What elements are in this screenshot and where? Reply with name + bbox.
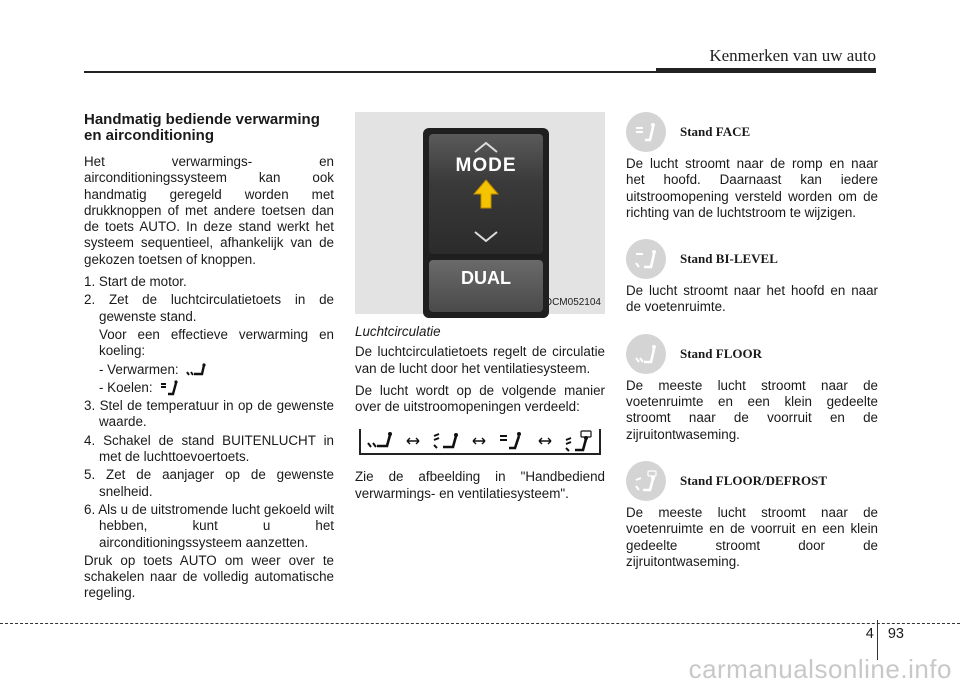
running-header: Kenmerken van uw auto bbox=[709, 46, 876, 65]
mode-floor bbox=[626, 334, 878, 443]
mode-button-illustration bbox=[429, 134, 543, 254]
mode-floor-head bbox=[626, 334, 878, 374]
column-manual-operation bbox=[84, 112, 334, 608]
watermark: carmanualsonline.info bbox=[688, 654, 952, 684]
header-rule bbox=[84, 71, 876, 73]
mode-face-head bbox=[626, 112, 878, 152]
floor-mode-icon bbox=[626, 334, 666, 374]
step-2-note: Voor een effectieve verwarming en koeling: bbox=[99, 326, 334, 359]
step-2-cool bbox=[84, 380, 334, 396]
mode-floor-defrost bbox=[626, 461, 878, 570]
mode-bilevel bbox=[626, 239, 878, 316]
cool-label: - Koelen: bbox=[99, 379, 153, 395]
floor-mode-icon bbox=[185, 363, 207, 377]
step-4: 4. Schakel de stand BUITENLUCHT in met de luchttoevoertoets. bbox=[84, 432, 334, 465]
mode-face-text: De lucht stroomt naar de romp en naar het hoofd. Daarnaast kan iedere uitstroomopening versteld worden om de richting van de luchtstroom te wijzigen. bbox=[626, 156, 878, 220]
step-5: 5. Zet de aanjager op de gewenste snelheid. bbox=[84, 467, 334, 499]
control-panel bbox=[423, 128, 549, 318]
page-number bbox=[866, 626, 904, 642]
arrow-up-icon bbox=[472, 178, 500, 210]
step-2: 2. Zet de luchtcirculatietoets in de gewenste stand. bbox=[84, 292, 334, 324]
photo-code: OCM052104 bbox=[544, 296, 601, 308]
figure-caption: Luchtcirculatie bbox=[355, 324, 441, 339]
mode-floor-text: De meeste lucht stroomt naar de voetenruimte en een klein gedeelte stroomt naar de voorruit en de zijruitontwaseming. bbox=[626, 377, 878, 442]
floor-defrost-mode-icon bbox=[626, 461, 666, 501]
mode-bilevel-head bbox=[626, 239, 878, 279]
mode-floor-defrost-title: Stand FLOOR/DEFROST bbox=[680, 472, 828, 488]
control-panel-photo bbox=[355, 112, 605, 314]
mode-bilevel-text: De lucht stroomt naar het hoofd en naar de voetenruimte. bbox=[626, 283, 878, 315]
mode-bilevel-title: Stand BI-LEVEL bbox=[680, 251, 778, 267]
double-arrow-icon bbox=[472, 437, 486, 445]
mode-face bbox=[626, 112, 878, 221]
intro-paragraph: Het verwarmings- en airconditioningssysteem kan ook handmatig geregeld worden met drukknoppen of met andere toetsen dan de toets AUTO. In deze stand werkt het systeem sequentieel, afhankelijk van de gekozen toetsen of knoppen. bbox=[84, 154, 334, 267]
circulation-paragraph-3: Zie de afbeelding in "Handbediend verwarmings- en ventilatiesysteem". bbox=[355, 469, 605, 501]
step-6: 6. Als u de uitstromende lucht gekoeld wilt hebben, kunt u het airconditioningssysteem aanzetten. bbox=[84, 501, 334, 550]
double-arrow-icon bbox=[538, 437, 552, 445]
bilevel-mode-icon bbox=[626, 239, 666, 279]
step-2-heat bbox=[84, 362, 334, 378]
dual-label: DUAL bbox=[461, 268, 511, 288]
footer-rule bbox=[0, 623, 960, 624]
face-mode-icon bbox=[497, 431, 527, 451]
outro-paragraph: Druk op toets AUTO om weer over te schakelen naar de volledig automatische regeling. bbox=[84, 552, 334, 601]
chevron-down-icon bbox=[473, 230, 499, 244]
heat-label: - Verwarmen: bbox=[99, 361, 179, 377]
column-air-circulation bbox=[355, 112, 605, 508]
mode-floor-defrost-head bbox=[626, 461, 878, 501]
floor-defrost-mode-icon bbox=[431, 431, 461, 451]
chapter-number: 4 bbox=[865, 626, 874, 642]
mode-face-title: Stand FACE bbox=[680, 123, 751, 139]
page-number-value: 93 bbox=[887, 626, 904, 642]
face-mode-icon bbox=[626, 112, 666, 152]
mode-cycle-diagram bbox=[359, 429, 601, 455]
mode-label: MODE bbox=[455, 155, 517, 176]
double-arrow-icon bbox=[406, 437, 420, 445]
chevron-up-icon bbox=[473, 140, 499, 154]
mode-floor-title: Stand FLOOR bbox=[680, 345, 762, 361]
step-3: 3. Stel de temperatuur in op de gewenste waarde. bbox=[84, 398, 334, 430]
column-mode-descriptions bbox=[626, 112, 878, 588]
mode-floor-defrost-text: De meeste lucht stroomt naar de voetenruimte en de voorruit en een klein gedeelte stroomt door de zijruitontwaseming. bbox=[626, 504, 878, 569]
floor-mode-icon bbox=[365, 431, 395, 451]
circulation-paragraph-1: De luchtcirculatietoets regelt de circulatie van de lucht door het ventilatiesysteem. bbox=[355, 344, 605, 376]
defrost-mode-icon bbox=[563, 430, 595, 452]
face-mode-icon bbox=[159, 380, 181, 396]
circulation-paragraph-2: De lucht wordt op de volgende manier over de uitstroomopeningen verdeeld: bbox=[355, 382, 605, 415]
section-heading: Handmatig bediende verwarming en airconditioning bbox=[84, 111, 320, 144]
step-1: 1. Start de motor. bbox=[84, 274, 187, 290]
dual-button-illustration bbox=[429, 260, 543, 312]
